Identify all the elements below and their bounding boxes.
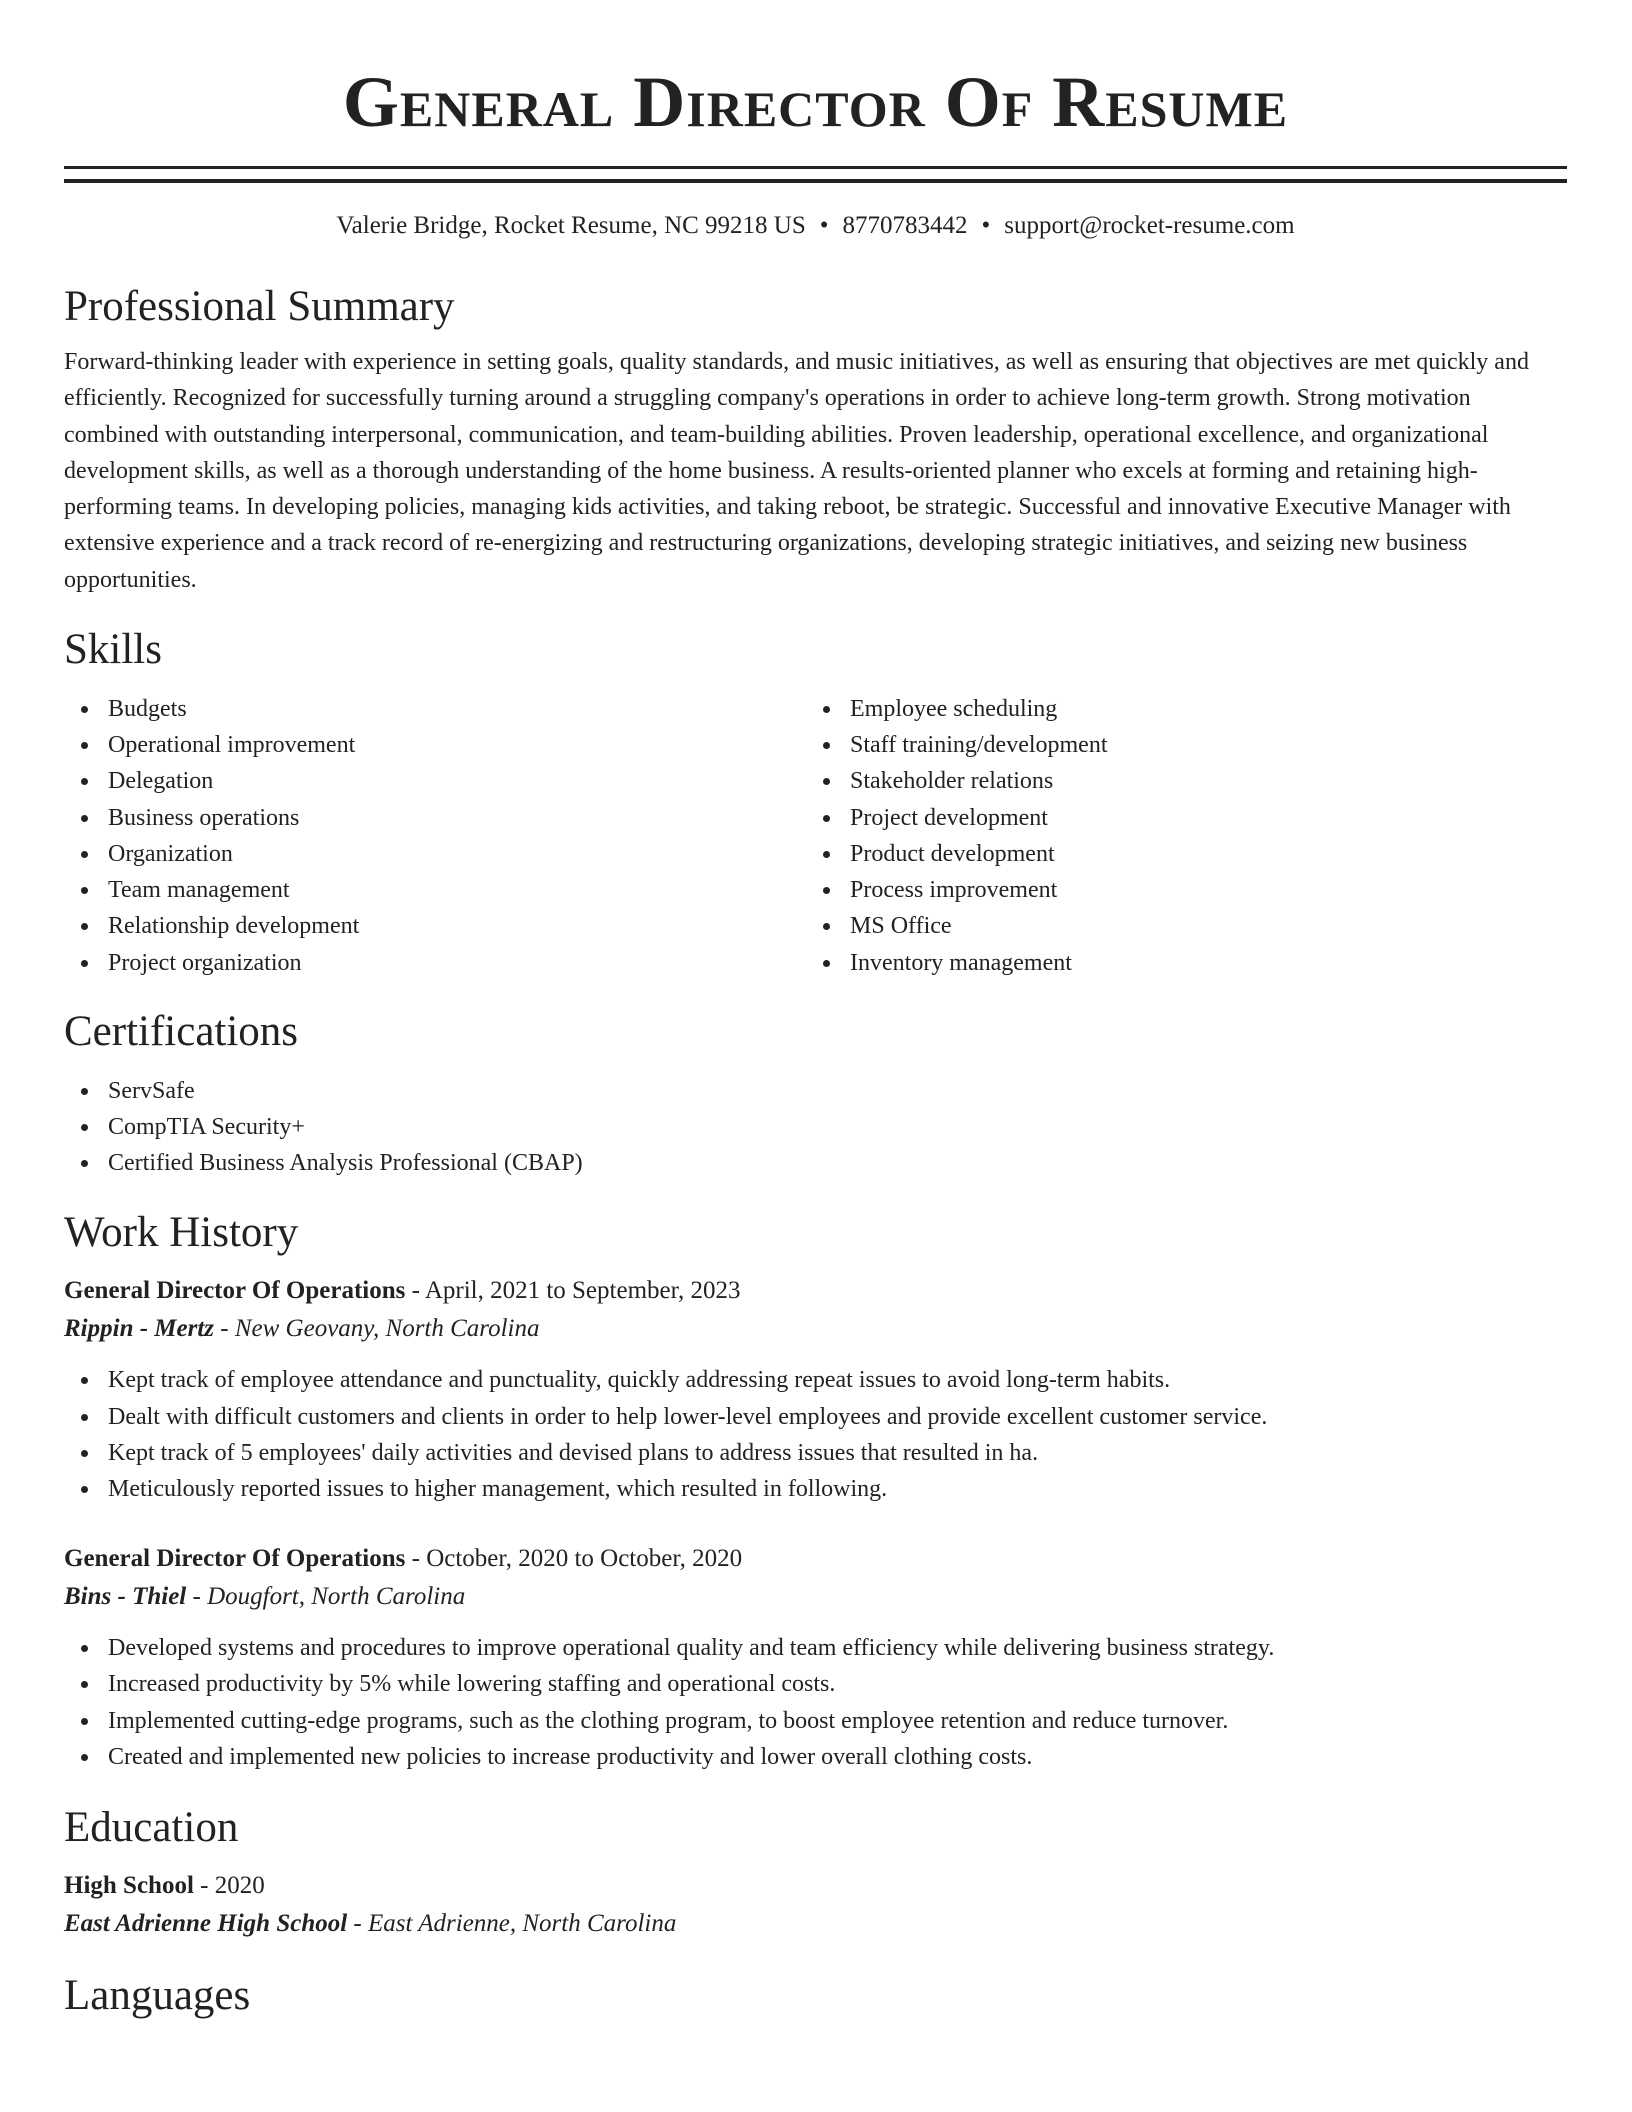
skill-item: Operational improvement [64, 727, 806, 763]
skills-column-left [64, 691, 806, 981]
job-bullet: Meticulously reported issues to higher management, which resulted in following. [64, 1471, 1567, 1507]
skill-item: Delegation [64, 763, 806, 799]
skill-item: Staff training/development [806, 727, 1548, 763]
skills-grid [64, 691, 1567, 981]
skill-item: Project organization [64, 945, 806, 981]
resume-title: General Director Of Resume [342, 62, 1289, 142]
job-bullet: Kept track of employee attendance and punctuality, quickly addressing repeat issues to avoid long-term habits. [64, 1362, 1567, 1398]
skills-column-right [806, 691, 1548, 981]
job-bullet: Implemented cutting-edge programs, such as the clothing program, to boost employee retention and reduce turnover. [64, 1703, 1567, 1739]
job-bullet: Developed systems and procedures to improve operational quality and team efficiency while delivering business strategy. [64, 1630, 1567, 1666]
job-bullet: Kept track of 5 employees' daily activities and devised plans to address issues that resulted in ha. [64, 1435, 1567, 1471]
job-company: Bins - Thiel [64, 1583, 187, 1611]
job-title: General Director Of Operations [64, 1277, 406, 1305]
job-bullets [64, 1630, 1567, 1775]
skill-item: Product development [806, 836, 1548, 872]
job-employer: Rippin - Mertz - New Geovany, North Carolina [64, 1315, 540, 1343]
job-header: General Director Of Operations - April, 2021 to September, 2023 [64, 1277, 741, 1305]
skill-item: Employee scheduling [806, 691, 1548, 727]
skill-item: Team management [64, 872, 806, 908]
job-bullet: Created and implemented new policies to increase productivity and lower overall clothing costs. [64, 1739, 1567, 1775]
skill-item: Relationship development [64, 908, 806, 944]
education-entry [64, 1867, 1567, 1943]
job-entry [64, 1540, 1567, 1775]
contact-phone: 8770783442 [842, 212, 968, 239]
skill-item: Process improvement [806, 872, 1548, 908]
education-location: East Adrienne, North Carolina [368, 1909, 677, 1937]
certification-item: Certified Business Analysis Professional (CBAP) [64, 1145, 1567, 1181]
job-location: Dougfort, North Carolina [207, 1583, 466, 1611]
education-school-line: East Adrienne High School - East Adrienne, North Carolina [64, 1909, 677, 1937]
education-year: 2020 [214, 1871, 265, 1899]
skill-item: Inventory management [806, 945, 1548, 981]
job-location: New Geovany, North Carolina [234, 1315, 540, 1343]
certification-item: CompTIA Security+ [64, 1109, 1567, 1145]
section-heading-certifications: Certifications [64, 1007, 299, 1055]
skill-item: Project development [806, 800, 1548, 836]
job-company: Rippin - Mertz [64, 1315, 215, 1343]
job-dates: October, 2020 to October, 2020 [426, 1545, 743, 1573]
section-heading-summary: Professional Summary [64, 283, 455, 330]
job-title: General Director Of Operations [64, 1545, 406, 1573]
section-heading-work-history: Work History [64, 1209, 299, 1257]
skill-item: Business operations [64, 800, 806, 836]
job-bullets [64, 1362, 1567, 1507]
section-heading-education: Education [64, 1803, 239, 1851]
section-heading-skills: Skills [64, 626, 162, 674]
skill-item: Budgets [64, 691, 806, 727]
skill-item: Organization [64, 836, 806, 872]
resume-page [64, 0, 1567, 2021]
title-divider [64, 166, 1567, 183]
skill-item: Stakeholder relations [806, 763, 1548, 799]
skill-item: MS Office [806, 908, 1548, 944]
summary-text: Forward-thinking leader with experience in setting goals, quality standards, and music initiatives, as well as ensuring that objectives are met quickly and efficiently. Recognized for successfully turning around a struggling company's operations in order to achieve long-term growth. Strong motivation combined with outstanding interpersonal, communication, and team-building abilities. Proven leadership, operational excellence, and organizational development skills, as well as a thorough understanding of the home business. A results-oriented planner who excels at forming and retaining high-performing teams. In developing policies, managing kids activities, and taking reboot, be strategic. Successful and innovative Executive Manager with extensive experience and a track record of re-energizing and restructuring organizations, developing strategic initiatives, and seizing new business opportunities. [64, 349, 1529, 593]
contact-email: support@rocket-resume.com [1004, 212, 1295, 239]
certifications-list [64, 1073, 1567, 1182]
job-bullet: Dealt with difficult customers and clients in order to help lower-level employees and provide excellent customer service. [64, 1399, 1567, 1435]
contact-separator: • [819, 212, 829, 239]
contact-line [64, 210, 1567, 242]
section-heading-languages: Languages [64, 1971, 251, 2019]
education-header: High School - 2020 [64, 1871, 265, 1899]
job-header: General Director Of Operations - October, 2020 to October, 2020 [64, 1545, 743, 1573]
job-entry [64, 1272, 1567, 1507]
job-dates: April, 2021 to September, 2023 [424, 1277, 741, 1305]
job-bullet: Increased productivity by 5% while lowering staffing and operational costs. [64, 1666, 1567, 1702]
contact-separator: • [981, 212, 991, 239]
certification-item: ServSafe [64, 1073, 1567, 1109]
education-degree: High School [64, 1871, 194, 1899]
education-school: East Adrienne High School [64, 1909, 348, 1937]
contact-address: Valerie Bridge, Rocket Resume, NC 99218 US [336, 212, 806, 239]
job-employer: Bins - Thiel - Dougfort, North Carolina [64, 1583, 466, 1611]
